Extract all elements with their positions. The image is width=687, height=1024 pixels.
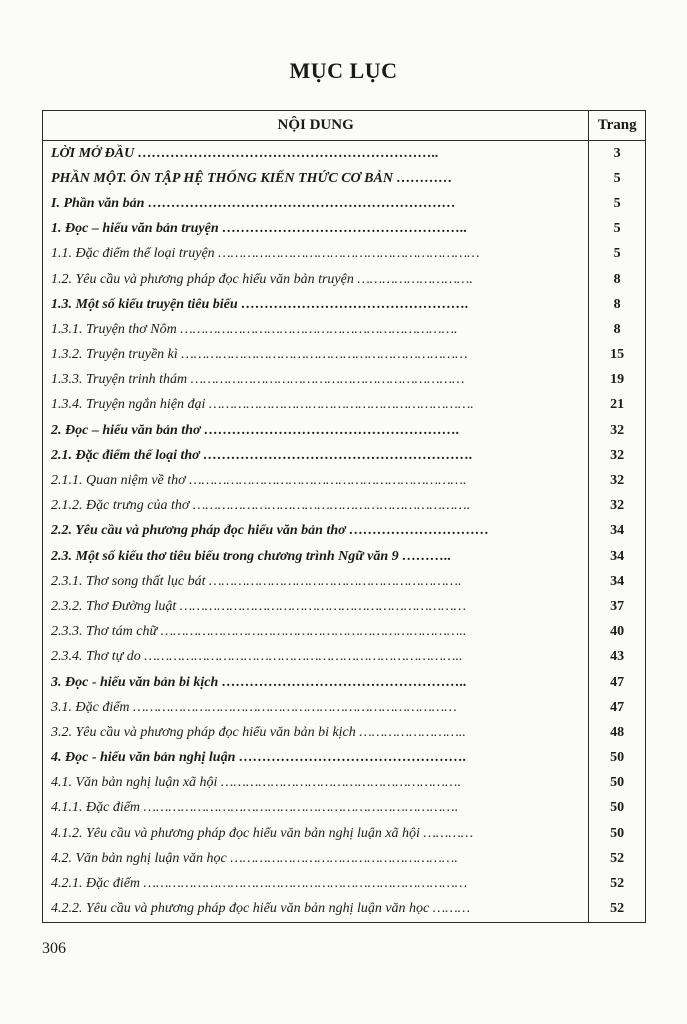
table-row — [43, 343, 646, 368]
table-row — [43, 494, 646, 519]
toc-entry — [43, 846, 589, 871]
toc-entry-page: 8 — [589, 292, 646, 317]
toc-entry-text: 1.3.4. Truyện ngắn hiện đại ………………………………………………………. — [51, 397, 474, 413]
toc-entry-page: 50 — [589, 821, 646, 846]
toc-entry-page: 50 — [589, 771, 646, 796]
header-page: Trang — [589, 111, 646, 141]
table-row — [43, 897, 646, 923]
page-title: MỤC LỤC — [289, 58, 398, 83]
table-row — [43, 368, 646, 393]
toc-entry — [43, 720, 589, 745]
table-row — [43, 746, 646, 771]
toc-entry-text: LỜI MỞ ĐẦU ……………………………………………………….. — [51, 145, 439, 161]
table-row — [43, 267, 646, 292]
toc-entry — [43, 368, 589, 393]
table-row — [43, 871, 646, 896]
toc-entry-page: 32 — [589, 443, 646, 468]
table-of-contents — [42, 110, 646, 923]
page-number: 306 — [42, 940, 66, 957]
toc-entry — [43, 544, 589, 569]
toc-entry-page: 21 — [589, 393, 646, 418]
table-body — [43, 141, 646, 923]
table-row — [43, 544, 646, 569]
toc-entry — [43, 796, 589, 821]
toc-entry-page: 34 — [589, 519, 646, 544]
toc-entry-text: 2.3.3. Thơ tám chữ ……………………………………………………………….. — [51, 624, 467, 640]
toc-entry-text: 2.3. Một số kiểu thơ tiêu biểu trong chương trình Ngữ văn 9 ……….. — [51, 548, 452, 564]
toc-entry-text: 2.3.4. Thơ tự do ………………………………………………………………….. — [51, 649, 463, 665]
toc-entry-page: 15 — [589, 343, 646, 368]
toc-entry-text: 4.2.1. Đặc điểm …………………………………………………………………… — [51, 876, 468, 892]
toc-entry — [43, 443, 589, 468]
toc-entry — [43, 746, 589, 771]
toc-entry-page: 37 — [589, 594, 646, 619]
toc-entry-page: 52 — [589, 846, 646, 871]
toc-entry — [43, 343, 589, 368]
toc-entry-text: 2. Đọc – hiểu văn bản thơ ………………………………………………. — [51, 422, 460, 438]
toc-entry-text: 4.1.1. Đặc điểm …………………………………………………………………. — [51, 800, 459, 816]
toc-entry — [43, 519, 589, 544]
toc-entry — [43, 166, 589, 191]
toc-entry — [43, 141, 589, 167]
toc-entry — [43, 897, 589, 923]
toc-entry-text: 4.2.2. Yêu cầu và phương pháp đọc hiểu văn bản nghị luận văn học ……… — [51, 901, 471, 917]
toc-entry — [43, 317, 589, 342]
toc-entry — [43, 871, 589, 896]
toc-entry — [43, 594, 589, 619]
toc-entry-page: 5 — [589, 242, 646, 267]
toc-entry-page: 48 — [589, 720, 646, 745]
toc-entry — [43, 418, 589, 443]
table-row — [43, 821, 646, 846]
table-row — [43, 166, 646, 191]
toc-entry-text: 3. Đọc - hiểu văn bản bi kịch …………………………………………….. — [51, 674, 467, 690]
toc-entry-text: 2.1.2. Đặc trưng của thơ …………………………………………………………. — [51, 498, 471, 514]
toc-entry-text: 2.3.2. Thơ Đường luật …………………………………………………………… — [51, 598, 467, 614]
table-row — [43, 317, 646, 342]
toc-entry-page: 43 — [589, 645, 646, 670]
table-row — [43, 519, 646, 544]
toc-entry — [43, 645, 589, 670]
toc-entry-text: 1.3.3. Truyện trinh thám ………………………………………………………… — [51, 372, 465, 388]
toc-entry — [43, 468, 589, 493]
table-row — [43, 468, 646, 493]
toc-entry-text: 4.1.2. Yêu cầu và phương pháp đọc hiểu văn bản nghị luận xã hội ………… — [51, 825, 474, 841]
toc-entry — [43, 242, 589, 267]
toc-entry-text: 2.2. Yêu cầu và phương pháp đọc hiểu văn bản thơ ………………………… — [51, 523, 490, 539]
toc-entry — [43, 217, 589, 242]
table-row — [43, 720, 646, 745]
toc-entry — [43, 620, 589, 645]
toc-entry — [43, 670, 589, 695]
toc-entry-text: 1.3.2. Truyện truyền kì …………………………………………………………… — [51, 347, 468, 363]
toc-entry-text: 1.3.1. Truyện thơ Nôm …………………………………………………………. — [51, 321, 458, 337]
toc-entry — [43, 191, 589, 216]
toc-entry-page: 32 — [589, 468, 646, 493]
toc-entry — [43, 569, 589, 594]
toc-entry-page: 40 — [589, 620, 646, 645]
table-row — [43, 771, 646, 796]
toc-entry-text: 3.1. Đặc điểm …………………………………………………………………… — [51, 699, 457, 715]
toc-entry-text: 1.2. Yêu cầu và phương pháp đọc hiểu văn bản truyện ………………………. — [51, 271, 473, 287]
toc-entry-text: 4.2. Văn bản nghị luận văn học ………………………………………………. — [51, 850, 458, 866]
table-row — [43, 141, 646, 167]
header-content: NỘI DUNG — [43, 111, 589, 141]
toc-entry-text: I. Phần văn bản ………………………………………………………… — [51, 195, 456, 211]
table-row — [43, 796, 646, 821]
table-row — [43, 242, 646, 267]
toc-entry-text: 2.3.1. Thơ song thất lục bát ……………………………………………………. — [51, 573, 462, 589]
toc-entry-text: 1.3. Một số kiểu truyện tiêu biểu …………………………………………. — [51, 296, 469, 312]
toc-entry-page: 19 — [589, 368, 646, 393]
table-row — [43, 846, 646, 871]
toc-entry — [43, 821, 589, 846]
toc-entry-page: 32 — [589, 418, 646, 443]
toc-entry-page: 50 — [589, 796, 646, 821]
toc-entry-page: 8 — [589, 267, 646, 292]
table-row — [43, 217, 646, 242]
toc-entry-page: 5 — [589, 191, 646, 216]
toc-entry — [43, 292, 589, 317]
toc-entry-page: 3 — [589, 141, 646, 167]
toc-entry-text: 4.1. Văn bản nghị luận xã hội …………………………………………………. — [51, 775, 461, 791]
table-row — [43, 292, 646, 317]
toc-entry — [43, 494, 589, 519]
table-row — [43, 569, 646, 594]
toc-entry-page: 34 — [589, 544, 646, 569]
toc-entry-page: 32 — [589, 494, 646, 519]
table-row — [43, 393, 646, 418]
table-row — [43, 594, 646, 619]
toc-entry-page: 8 — [589, 317, 646, 342]
table-row — [43, 670, 646, 695]
toc-entry-text: PHẦN MỘT. ÔN TẬP HỆ THỐNG KIẾN THỨC CƠ BẢN ………… — [51, 170, 453, 186]
toc-entry-text: 2.1.1. Quan niệm về thơ …………………………………………………………. — [51, 473, 467, 489]
toc-entry-text: 1.1. Đặc điểm thể loại truyện ……………………………………………………… — [51, 246, 480, 262]
toc-entry-page: 50 — [589, 746, 646, 771]
toc-entry-page: 47 — [589, 670, 646, 695]
toc-entry-page: 47 — [589, 695, 646, 720]
toc-entry-page: 52 — [589, 871, 646, 896]
table-row — [43, 645, 646, 670]
toc-entry-page: 52 — [589, 897, 646, 923]
toc-entry-text: 2.1. Đặc điểm thể loại thơ …………………………………………………. — [51, 447, 473, 463]
toc-entry-page: 5 — [589, 166, 646, 191]
table-row — [43, 620, 646, 645]
table-header-row — [43, 111, 646, 141]
toc-entry — [43, 695, 589, 720]
toc-entry-text: 3.2. Yêu cầu và phương pháp đọc hiểu văn bản bi kịch …………………….. — [51, 724, 466, 740]
table-row — [43, 695, 646, 720]
toc-entry — [43, 393, 589, 418]
table-row — [43, 418, 646, 443]
toc-entry — [43, 267, 589, 292]
table-row — [43, 443, 646, 468]
toc-entry-page: 5 — [589, 217, 646, 242]
table-row — [43, 191, 646, 216]
toc-entry-text: 4. Đọc - hiểu văn bản nghị luận …………………………………………. — [51, 750, 467, 766]
toc-entry-text: 1. Đọc – hiểu văn bản truyện …………………………………………….. — [51, 221, 468, 237]
toc-entry-page: 34 — [589, 569, 646, 594]
toc-entry — [43, 771, 589, 796]
